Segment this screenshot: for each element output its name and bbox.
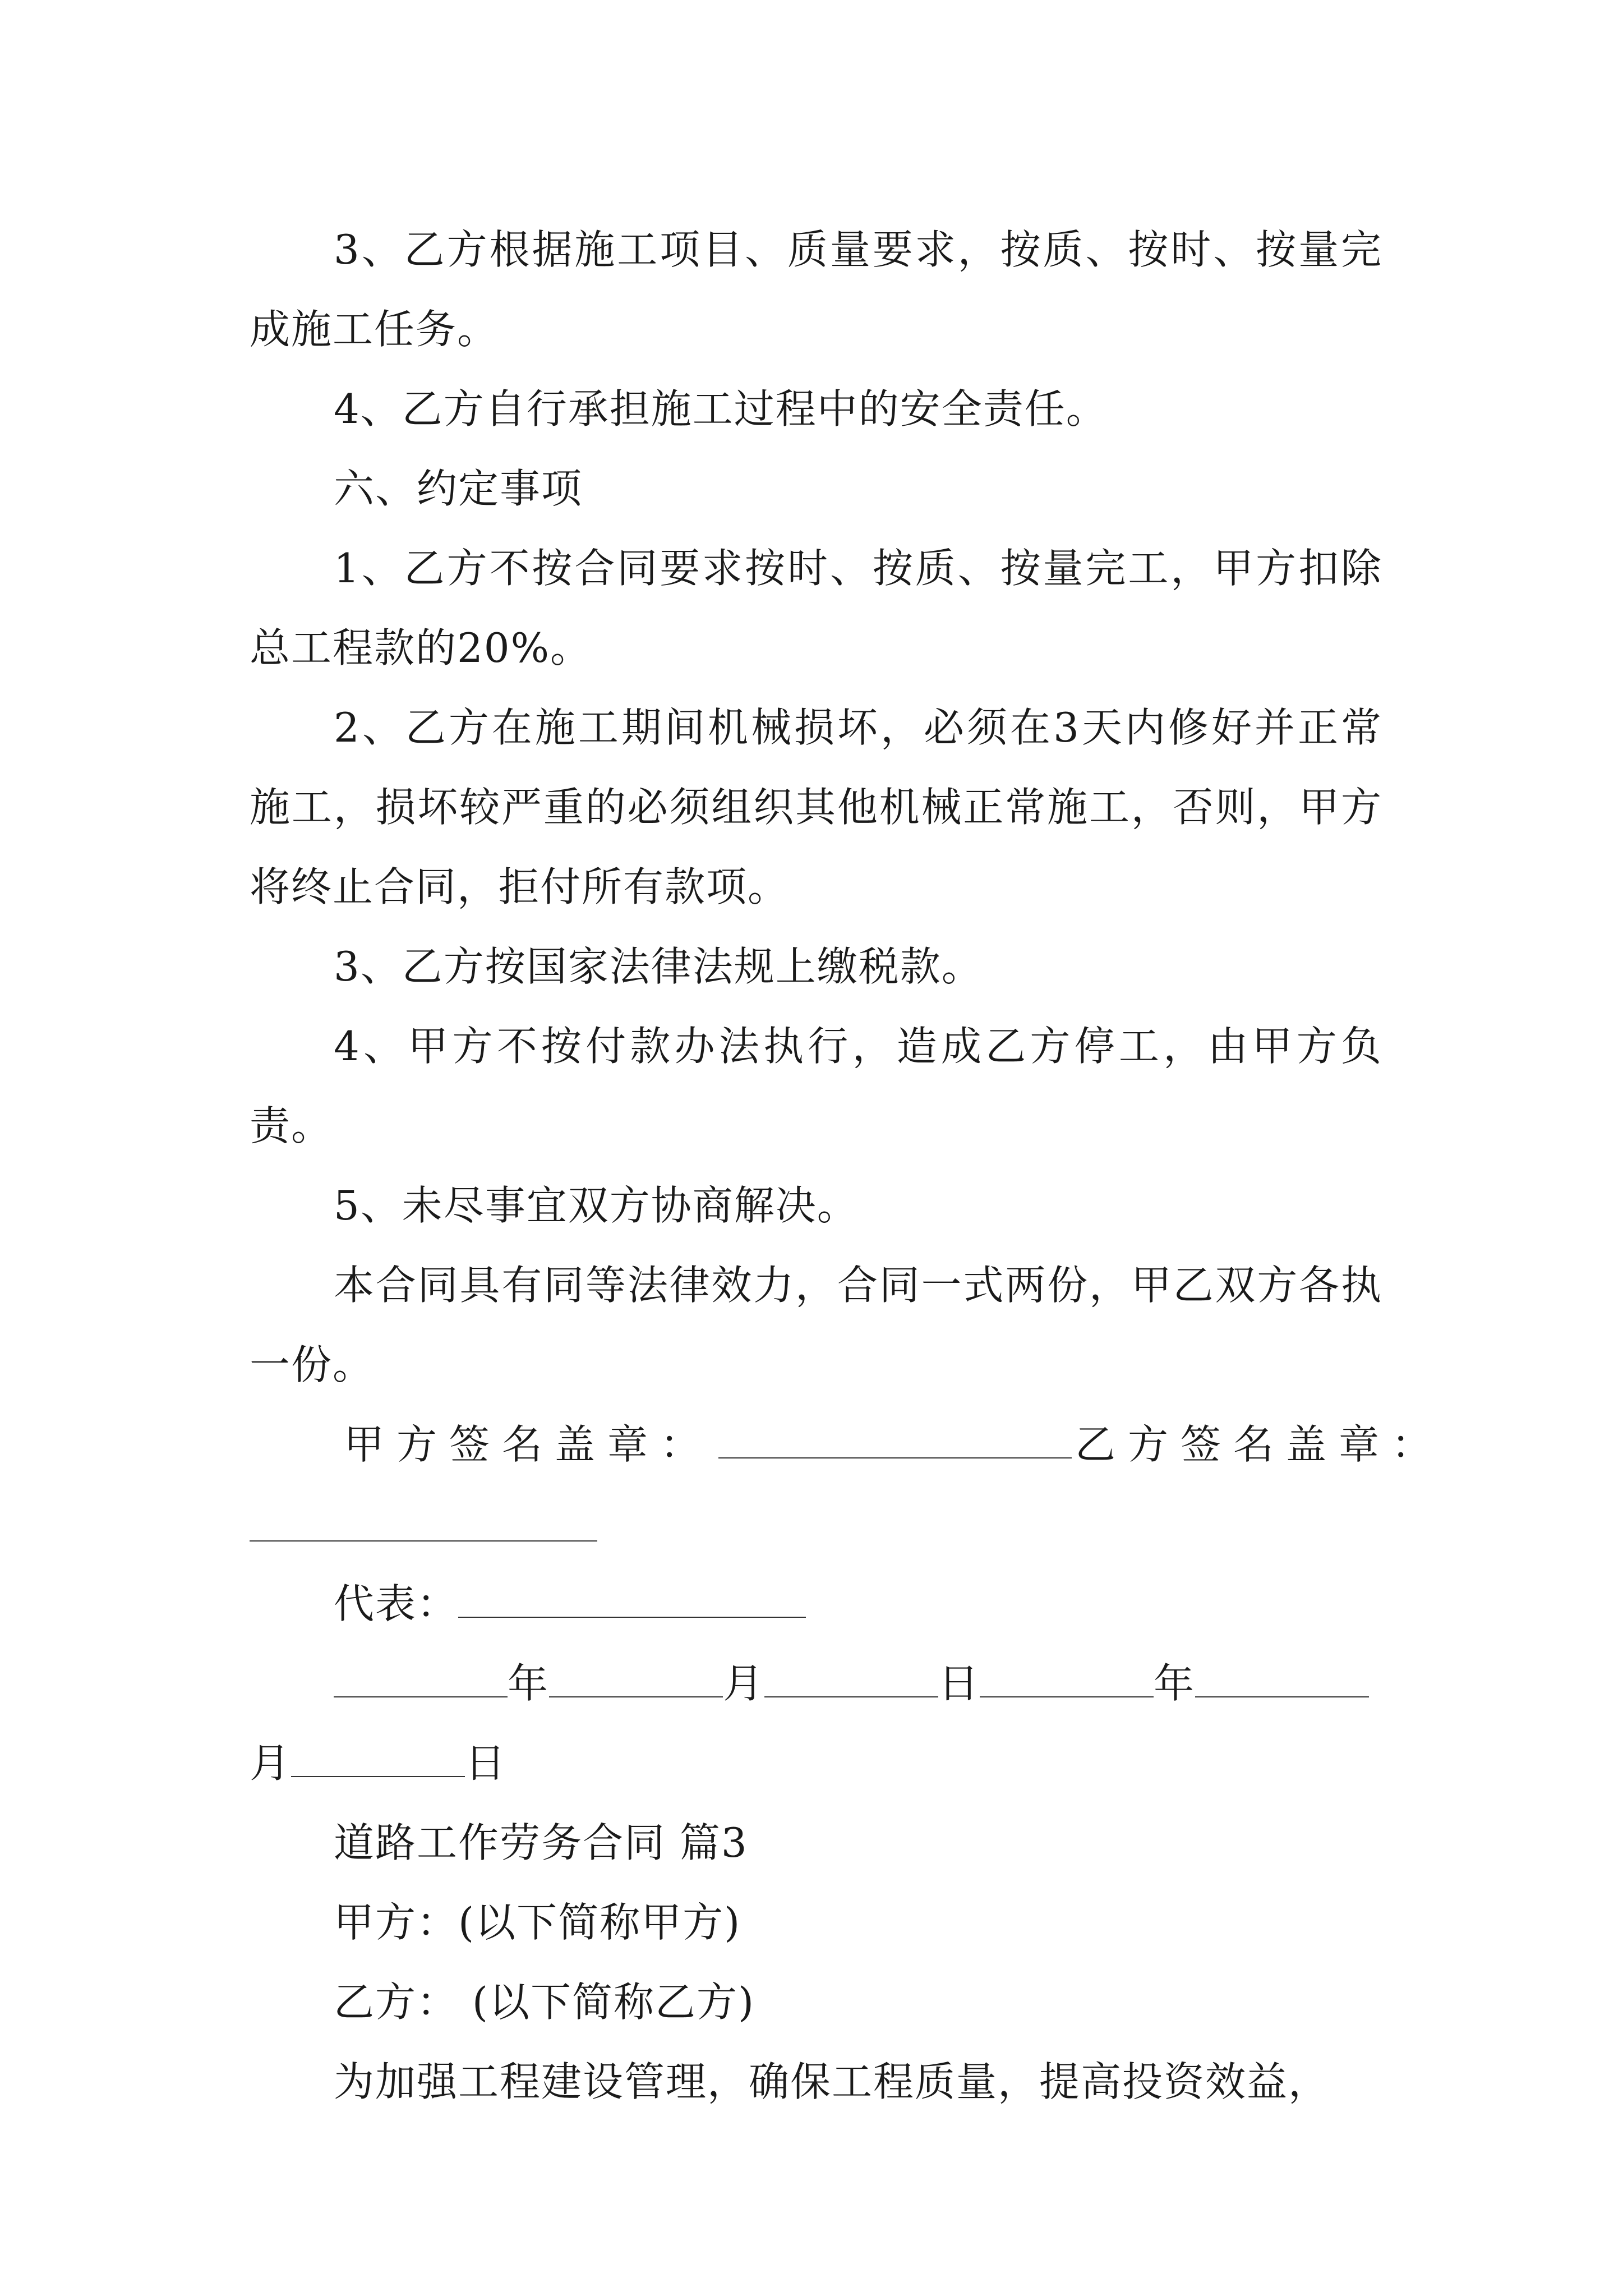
party-b-signature-label: 乙方签名盖章： xyxy=(1075,1421,1445,1468)
clause-5-3: 3、乙方根据施工项目、质量要求，按质、按时、按量完成施工任务。 xyxy=(250,226,1382,353)
party-b-year-blank xyxy=(980,1663,1154,1697)
party-b-day-unit: 日 xyxy=(465,1740,507,1787)
clause-6-5: 5、未尽事宜双方协商解决。 xyxy=(334,1182,859,1229)
party-b-day-blank xyxy=(291,1742,465,1777)
party-a-signature-blank xyxy=(718,1424,1072,1458)
party-a-month-unit: 月 xyxy=(723,1660,765,1707)
clause-6-1: 1、乙方不按合同要求按时、按质、按量完工，甲方扣除总工程款的20%。 xyxy=(250,545,1382,671)
representative-blank xyxy=(458,1583,806,1618)
clause-5-4: 4、乙方自行承担施工过程中的安全责任。 xyxy=(334,385,1108,432)
clause-6-2: 2、乙方在施工期间机械损坏，必须在3天内修好并正常施工，损坏较严重的必须组织其他机械正常施工，否则，甲方将终止合同，拒付所有款项。 xyxy=(250,704,1382,910)
party-a-line: 甲方：(以下简称甲方) xyxy=(334,1899,741,1946)
party-b-year-unit: 年 xyxy=(1154,1660,1196,1707)
section-heading-6: 六、约定事项 xyxy=(334,465,583,512)
party-a-day-blank xyxy=(764,1663,938,1697)
contract-title: 道路工作劳务合同 篇3 xyxy=(334,1819,748,1866)
intro-paragraph: 为加强工程建设管理，确保工程质量，提高投资效益， xyxy=(334,2058,1330,2105)
representative-line xyxy=(250,1564,1382,1644)
party-b-line: 乙方： (以下简称乙方) xyxy=(334,1978,755,2026)
document-page xyxy=(250,210,1445,2122)
validity-clause: 本合同具有同等法律效力，合同一式两份，甲乙双方各执一份。 xyxy=(250,1262,1382,1388)
date-line-1 xyxy=(250,1644,1382,1723)
party-b-signature-line xyxy=(250,1484,1382,1564)
party-a-signature-label: 甲方签名盖章： xyxy=(344,1421,713,1468)
date-line-2 xyxy=(250,1723,1382,1803)
representative-label: 代表： xyxy=(334,1580,459,1627)
party-a-day-unit: 日 xyxy=(938,1660,980,1707)
party-a-month-blank xyxy=(549,1663,723,1697)
party-b-month-unit: 月 xyxy=(250,1740,292,1787)
party-a-year-blank xyxy=(334,1663,508,1697)
party-b-signature-blank xyxy=(250,1507,597,1542)
party-a-year-unit: 年 xyxy=(508,1660,550,1707)
clause-6-3: 3、乙方按国家法律法规上缴税款。 xyxy=(334,943,983,990)
party-b-month-blank xyxy=(1195,1663,1369,1697)
clause-6-4: 4、甲方不按付款办法执行，造成乙方停工，由甲方负责。 xyxy=(250,1023,1382,1149)
signature-line xyxy=(250,1405,1445,1484)
